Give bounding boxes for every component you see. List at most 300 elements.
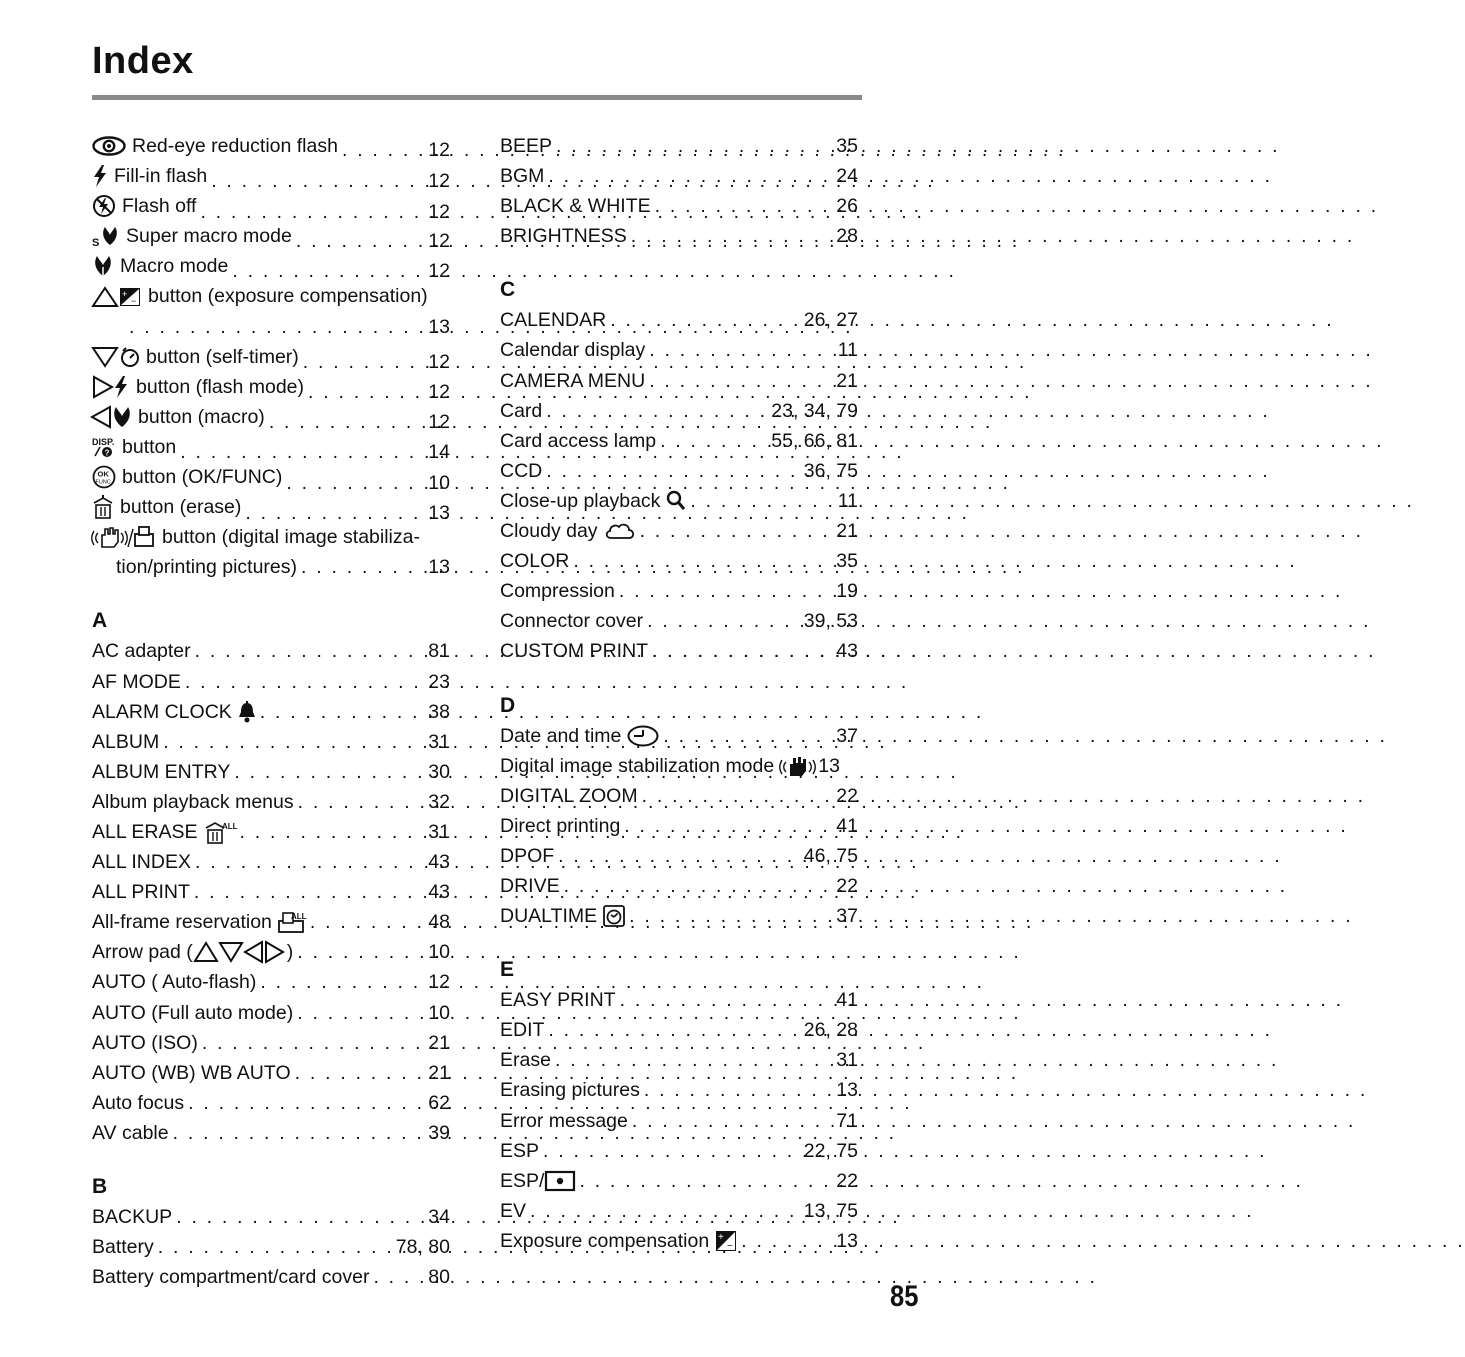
leader-dots [686, 486, 837, 516]
right-flash-icon [92, 376, 130, 398]
stabilization-icon [780, 755, 814, 777]
index-entry [92, 937, 450, 967]
leader-dots [542, 456, 804, 486]
entry-pages: 13 [836, 1229, 858, 1252]
all-erase-icon [204, 821, 236, 843]
entry-term: ALL ERASE [92, 820, 198, 843]
entry-term: Cloudy day [500, 520, 598, 543]
index-column-right [500, 131, 858, 1256]
leader-dots [551, 1045, 836, 1075]
entry-pages: 39, 53 [803, 610, 858, 633]
leader-dots [236, 817, 429, 847]
entry-pages: 21 [836, 520, 858, 543]
leader-dots [256, 967, 428, 997]
entry-pages: 43 [428, 881, 450, 904]
index-entry [500, 636, 858, 666]
leader-dots [207, 166, 428, 196]
leader-dots [539, 1136, 804, 1166]
index-entry [92, 907, 450, 937]
entry-pages: 80 [428, 1266, 450, 1289]
entry-pages: 43 [836, 640, 858, 663]
entry-pages: 13 [818, 754, 840, 777]
entry-pages: 12 [428, 971, 450, 994]
entry-term: DRIVE [500, 874, 560, 897]
index-entry [500, 985, 858, 1015]
leader-dots [154, 1232, 396, 1262]
entry-pages: 13 [836, 1079, 858, 1102]
entry-term: Arrow pad ( [92, 941, 193, 964]
spot-metering-icon [545, 1170, 575, 1192]
entry-pages: 21 [428, 1031, 450, 1054]
index-entry [500, 486, 858, 516]
entry-pages: 13 [428, 315, 450, 338]
super-macro-icon [92, 225, 120, 250]
leader-dots [181, 667, 428, 697]
leader-dots [526, 1196, 804, 1226]
svg-text:ALL: ALL [221, 822, 238, 832]
index-entry [500, 1136, 858, 1166]
leader-dots [651, 191, 837, 221]
entry-term: CAMERA MENU [500, 369, 646, 392]
index-entry [92, 221, 450, 251]
leader-dots [172, 1202, 428, 1232]
index-entry [500, 841, 858, 871]
entry-pages: 37 [836, 724, 858, 747]
entry-pages: 21 [428, 1061, 450, 1084]
index-entry [92, 757, 450, 787]
entry-pages: 22 [836, 784, 858, 807]
leader-dots [544, 1015, 803, 1045]
leader-dots [638, 781, 837, 811]
leader-dots [169, 1118, 429, 1148]
leader-dots [648, 636, 836, 666]
entry-term: Battery compartment/card cover [92, 1266, 370, 1289]
entry-term: ALL INDEX [92, 851, 191, 874]
entry-pages: 10 [428, 941, 450, 964]
entry-pages: 71 [836, 1109, 858, 1132]
svg-text:−: − [727, 1240, 734, 1252]
entry-pages: 32 [428, 790, 450, 813]
entry-pages: 12 [428, 260, 450, 283]
entry-term: Fill-in flash [114, 165, 208, 188]
leader-dots [615, 576, 836, 606]
entry-pages: 13, 75 [803, 1199, 858, 1222]
red-eye-icon [92, 135, 126, 157]
index-entry [92, 432, 450, 462]
section-letter-d: D [500, 693, 516, 717]
entry-term: AUTO (ISO) [92, 1031, 198, 1054]
entry-pages: 12 [428, 230, 450, 253]
index-entry [92, 998, 450, 1028]
index-entry [92, 1202, 450, 1232]
entry-pages: 26, 27 [803, 309, 858, 332]
entry-pages: 12 [428, 170, 450, 193]
entry-term: Direct printing [500, 814, 621, 837]
entry-term: EDIT [500, 1019, 545, 1042]
index-entry [92, 636, 450, 666]
entry-pages: 37 [836, 905, 858, 928]
index-entry [500, 901, 858, 931]
entry-term: DIGITAL ZOOM [500, 784, 638, 807]
index-entry [500, 191, 858, 221]
dualtime-icon [603, 905, 625, 927]
index-column-left [92, 131, 450, 1292]
entry-term: Album playback menus [92, 790, 294, 813]
index-entry [500, 606, 858, 636]
entry-pages: 26, 28 [803, 1019, 858, 1042]
entry-pages: 78, 80 [395, 1236, 450, 1259]
entry-pages: 22 [836, 1169, 858, 1192]
entry-term: Compression [500, 580, 615, 603]
section-letter-c: C [500, 278, 516, 302]
leader-dots [125, 312, 428, 342]
index-entry [92, 727, 450, 757]
entry-term: DPOF [500, 844, 555, 867]
entry-pages: 12 [428, 139, 450, 162]
leader-dots [191, 636, 429, 666]
flash-off-icon [92, 195, 116, 217]
entry-term: BRIGHTNESS [500, 225, 627, 248]
index-entry [500, 1166, 858, 1196]
leader-dots [737, 1226, 836, 1256]
index-entry [92, 787, 450, 817]
svg-text:?: ? [104, 448, 110, 458]
entry-term: Close-up playback [500, 489, 661, 512]
index-entry-continued [92, 552, 450, 582]
page-number: 85 [889, 1280, 918, 1313]
leader-dots [560, 871, 837, 901]
entry-term: AUTO (WB) WB AUTO [92, 1061, 291, 1084]
leader-dots [636, 516, 837, 546]
macro-icon [92, 255, 114, 277]
leader-dots [198, 1028, 428, 1058]
entry-term: Calendar display [500, 339, 646, 362]
entry-pages: 11 [837, 339, 858, 362]
index-entry [92, 1028, 450, 1058]
index-entry [92, 1118, 450, 1148]
leader-dots [265, 407, 428, 437]
entry-pages: 23 [428, 670, 450, 693]
entry-term: BGM [500, 165, 545, 188]
index-entry [500, 1226, 858, 1256]
index-entry [500, 161, 858, 191]
entry-pages: 13 [428, 502, 450, 525]
leader-dots [190, 877, 428, 907]
leader-dots [292, 226, 428, 256]
leader-dots [297, 552, 428, 582]
magnifier-icon [666, 490, 686, 512]
entry-term: Auto focus [92, 1091, 185, 1114]
index-entry [500, 396, 858, 426]
entry-term: button (self-timer) [146, 345, 299, 368]
entry-pages: 55, 66, 81 [771, 429, 858, 452]
entry-pages: 26 [836, 195, 858, 218]
entry-term: Card [500, 399, 543, 422]
entry-term: BACKUP [92, 1206, 173, 1228]
entry-pages: 81 [428, 640, 450, 663]
index-entry [500, 576, 858, 606]
arrow-pad-icon [194, 941, 286, 963]
leader-dots [369, 1262, 428, 1292]
entry-term: DUALTIME [500, 905, 598, 928]
index-entry [92, 372, 450, 402]
entry-term: AC adapter [92, 640, 191, 663]
entry-term-suffix: ) [286, 941, 294, 964]
leader-dots [552, 131, 836, 161]
leader-dots [256, 697, 429, 727]
leader-dots [625, 901, 836, 931]
entry-term: All-frame reservation [92, 911, 272, 934]
entry-pages: 41 [836, 814, 858, 837]
index-entry [500, 305, 858, 335]
index-entry [500, 131, 858, 161]
title-rule [92, 95, 862, 100]
leader-dots [656, 426, 771, 456]
entry-pages: 23, 34, 79 [771, 399, 858, 422]
entry-term: CALENDAR [500, 309, 607, 332]
leader-dots [159, 727, 428, 757]
leader-dots [291, 1058, 429, 1088]
entry-term: button [122, 435, 177, 458]
index-entry [92, 817, 450, 847]
leader-dots [606, 305, 804, 335]
leader-dots [645, 335, 837, 365]
entry-pages: 19 [836, 580, 858, 603]
index-entry-continued [92, 312, 450, 342]
index-entry [500, 366, 858, 396]
entry-term: button (macro) [138, 405, 265, 428]
leader-dots [294, 787, 429, 817]
bell-icon [238, 701, 256, 723]
leader-dots [184, 1088, 428, 1118]
exposure-icon [715, 1230, 737, 1252]
svg-text:FUNC: FUNC [95, 479, 111, 486]
svg-text:+: + [122, 288, 128, 299]
index-entry [92, 522, 450, 552]
section-letter-a: A [92, 609, 108, 633]
leader-dots [293, 998, 428, 1028]
entry-term: Battery [92, 1236, 154, 1259]
index-entry [500, 221, 858, 251]
index-entry [92, 847, 450, 877]
entry-term: Date and time [500, 724, 622, 747]
index-entry [92, 161, 450, 191]
entry-pages: 31 [428, 820, 450, 843]
entry-term: Card access lamp [500, 429, 657, 452]
entry-term: AUTO ( Auto-flash) [92, 971, 257, 994]
entry-term: ALBUM [92, 730, 160, 753]
entry-pages: 31 [428, 730, 450, 753]
index-entry [92, 281, 450, 311]
up-exposure-icon [92, 286, 142, 308]
index-entry [500, 751, 858, 781]
leader-dots [306, 907, 428, 937]
entry-pages: 38 [428, 700, 450, 723]
index-entry [500, 871, 858, 901]
entry-term: button (erase) [120, 496, 242, 519]
index-entry [92, 342, 450, 372]
leader-dots [645, 366, 836, 396]
left-macro-icon [92, 406, 132, 428]
index-entry [500, 516, 858, 546]
entry-pages: 12 [428, 410, 450, 433]
index-entry [500, 1075, 858, 1105]
index-entry [500, 811, 858, 841]
leader-dots [620, 811, 836, 841]
entry-pages: 21 [836, 369, 858, 392]
entry-term: Connector cover [500, 610, 644, 633]
entry-pages: 12 [428, 380, 450, 403]
index-entry [92, 131, 450, 161]
entry-term: button (exposure compensation) [148, 285, 428, 308]
all-print-icon [278, 911, 306, 933]
entry-pages: 30 [428, 760, 450, 783]
erase-icon [92, 496, 114, 518]
entry-pages: 62 [428, 1091, 450, 1114]
entry-pages: 10 [428, 1001, 450, 1024]
entry-pages: 24 [836, 165, 858, 188]
leader-dots [616, 985, 837, 1015]
entry-term: Digital image stabilization mode [500, 754, 775, 777]
index-entry [500, 1045, 858, 1075]
index-entry [92, 877, 450, 907]
entry-pages: 41 [836, 989, 858, 1012]
entry-term: ALARM CLOCK [92, 700, 232, 723]
entry-term: BEEP [500, 135, 553, 157]
index-entry [92, 1262, 450, 1292]
leader-dots [544, 161, 836, 191]
entry-term: CCD [500, 459, 543, 482]
index-entry [92, 967, 450, 997]
entry-term: Macro mode [120, 255, 229, 278]
leader-dots [338, 135, 428, 165]
entry-pages: 14 [428, 440, 450, 463]
leader-dots [304, 377, 428, 407]
entry-term: Red-eye reduction flash [132, 135, 338, 157]
leader-dots [191, 847, 428, 877]
entry-pages: 12 [428, 350, 450, 373]
leader-dots [299, 347, 429, 377]
entry-term: AF MODE [92, 670, 181, 693]
svg-text:OK: OK [97, 469, 109, 479]
entry-term: Flash off [122, 195, 197, 218]
index-entry [92, 1232, 450, 1262]
entry-term: ALBUM ENTRY [92, 760, 231, 783]
entry-term: Erasing pictures [500, 1079, 640, 1102]
index-entry [92, 402, 450, 432]
entry-pages: 22, 75 [803, 1139, 858, 1162]
entry-term: ESP [500, 1139, 540, 1162]
entry-pages: 28 [836, 225, 858, 248]
svg-text:−: − [131, 295, 137, 306]
svg-text:ALL: ALL [290, 912, 307, 922]
leader-dots [569, 546, 836, 576]
entry-term: ESP/ [500, 1169, 545, 1192]
entry-term: BLACK & WHITE [500, 195, 651, 218]
index-entry [92, 1088, 450, 1118]
entry-term: Error message [500, 1109, 628, 1132]
stabilization-print-icon [92, 526, 156, 548]
entry-pages: 31 [836, 1049, 858, 1072]
entry-pages: 13 [428, 556, 450, 579]
leader-dots [659, 721, 836, 751]
entry-pages: 35 [836, 550, 858, 573]
entry-term: COLOR [500, 550, 570, 573]
entry-term: Exposure compensation [500, 1229, 710, 1252]
entry-pages: 43 [428, 851, 450, 874]
index-entry [500, 335, 858, 365]
index-entry [500, 721, 858, 751]
index-entry [500, 1106, 858, 1136]
index-entry [500, 456, 858, 486]
leader-dots [282, 468, 428, 498]
index-entry [500, 1196, 858, 1226]
entry-term: CUSTOM PRINT [500, 640, 649, 663]
svg-text:+: + [718, 1231, 725, 1243]
leader-dots [643, 606, 804, 636]
svg-text:DISP.: DISP. [92, 436, 115, 447]
disp-icon [92, 436, 116, 458]
entry-term: EV [500, 1199, 527, 1222]
entry-pages: 35 [836, 135, 858, 157]
svg-text:S: S [92, 237, 100, 250]
entry-pages: 12 [428, 201, 450, 224]
clock-icon [627, 725, 659, 747]
index-entry [92, 697, 450, 727]
entry-term: ALL PRINT [92, 881, 190, 904]
section-letter-b: B [92, 1175, 108, 1198]
entry-pages: 36, 75 [803, 459, 858, 482]
entry-term: button (flash mode) [136, 375, 305, 398]
leader-dots [293, 937, 428, 967]
entry-term: AV cable [92, 1121, 169, 1144]
flash-icon [92, 165, 108, 187]
index-entry [92, 667, 450, 697]
index-entry [500, 426, 858, 456]
ok-func-icon [92, 466, 116, 488]
entry-term: Erase [500, 1049, 551, 1072]
leader-dots [230, 757, 428, 787]
leader-dots [628, 1106, 836, 1136]
page-title: Index [92, 40, 194, 82]
leader-dots [640, 1075, 836, 1105]
index-entry [92, 1058, 450, 1088]
index-entry [500, 781, 858, 811]
entry-term: EASY PRINT [500, 989, 616, 1012]
entry-pages: 34 [428, 1206, 450, 1228]
entry-pages: 39 [428, 1121, 450, 1144]
entry-term: button (OK/FUNC) [122, 466, 283, 489]
cloud-icon [604, 520, 636, 542]
down-selftimer-icon [92, 346, 140, 368]
entry-term: AUTO (Full auto mode) [92, 1001, 294, 1024]
leader-dots [575, 1166, 836, 1196]
entry-pages: 11 [837, 489, 858, 512]
entry-pages: 46, 75 [803, 844, 858, 867]
index-entry [500, 546, 858, 576]
index-entry [500, 1015, 858, 1045]
leader-dots [554, 841, 804, 871]
index-entry [92, 251, 450, 281]
entry-pages: 48 [428, 911, 450, 934]
entry-pages: 10 [428, 472, 450, 495]
entry-term: tion/printing pictures) [116, 556, 298, 579]
leader-dots [542, 396, 771, 426]
leader-dots [627, 221, 837, 251]
entry-term: Super macro mode [126, 225, 292, 248]
section-letter-e: E [500, 958, 515, 982]
entry-term: button (digital image stabiliza- [162, 526, 420, 549]
